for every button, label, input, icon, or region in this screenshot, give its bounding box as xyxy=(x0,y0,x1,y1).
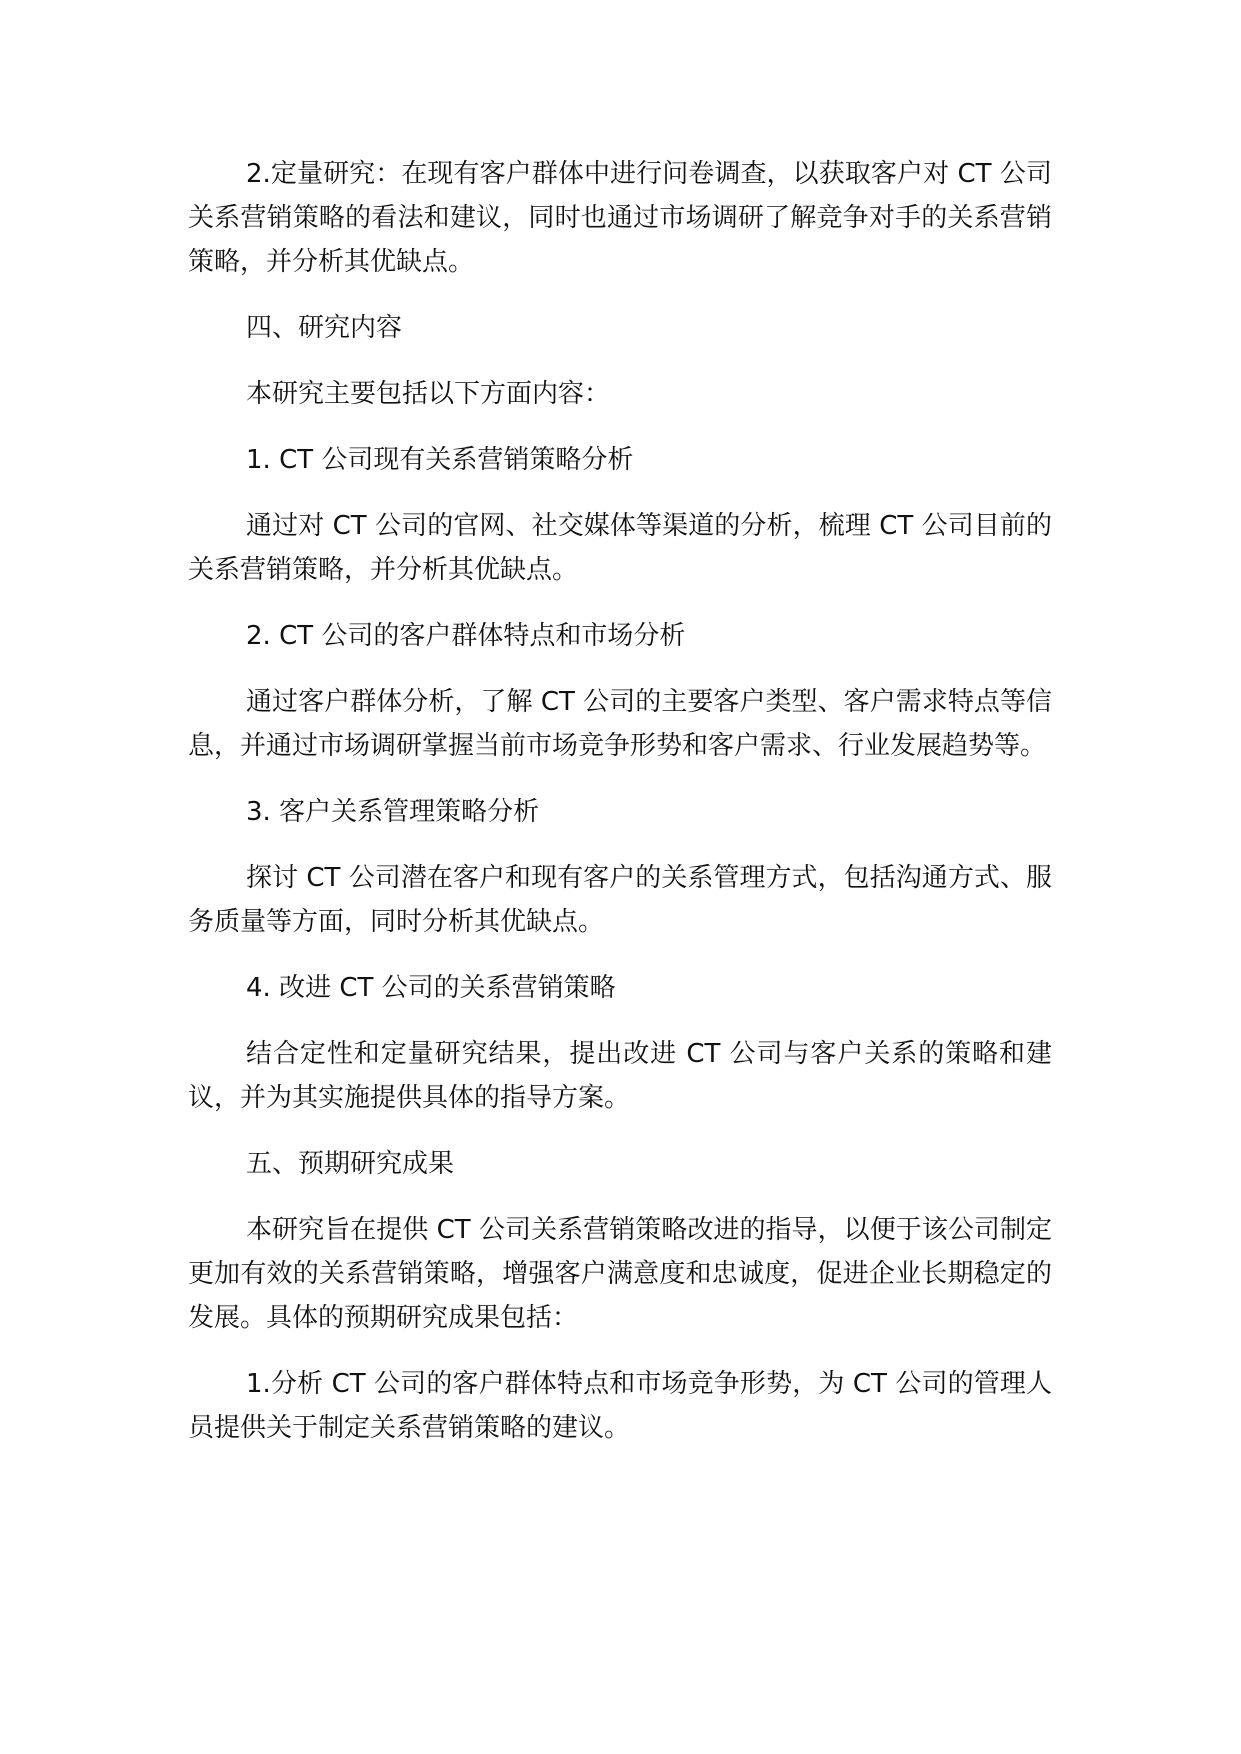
subheading-item-1: 1. CT 公司现有关系营销策略分析 xyxy=(246,445,634,475)
paragraph-expected-results: 本研究旨在提供 CT 公司关系营销策略改进的指导，以便于该公司制定更加有效的关系营销策略，增强客户满意度和忠诚度，促进企业长期稳定的发展。具体的预期研究成果包括： xyxy=(188,1215,1052,1333)
paragraph-quantitative-research: 2.定量研究：在现有客户群体中进行问卷调查，以获取客户对 CT 公司关系营销策略的看法和建议，同时也通过市场调研了解竞争对手的关系营销策略，并分析其优缺点。 xyxy=(188,159,1052,277)
section-heading-expected-results: 五、预期研究成果 xyxy=(246,1149,455,1179)
subheading-item-2: 2. CT 公司的客户群体特点和市场分析 xyxy=(246,621,686,651)
paragraph-result-1: 1.分析 CT 公司的客户群体特点和市场竞争形势，为 CT 公司的管理人员提供关于制定关系营销策略的建议。 xyxy=(188,1369,1052,1443)
subheading-item-3: 3. 客户关系管理策略分析 xyxy=(246,797,540,827)
subheading-item-4: 4. 改进 CT 公司的关系营销策略 xyxy=(246,973,616,1003)
paragraph-intro: 本研究主要包括以下方面内容： xyxy=(246,379,611,409)
paragraph-item-3: 探讨 CT 公司潜在客户和现有客户的关系管理方式，包括沟通方式、服务质量等方面，同时分析其优缺点。 xyxy=(188,863,1052,937)
section-heading-research-content: 四、研究内容 xyxy=(246,313,403,343)
paragraph-item-1: 通过对 CT 公司的官网、社交媒体等渠道的分析，梳理 CT 公司目前的关系营销策略，并分析其优缺点。 xyxy=(188,511,1052,585)
paragraph-item-2: 通过客户群体分析，了解 CT 公司的主要客户类型、客户需求特点等信息，并通过市场调研掌握当前市场竞争形势和客户需求、行业发展趋势等。 xyxy=(188,687,1052,761)
paragraph-item-4: 结合定性和定量研究结果，提出改进 CT 公司与客户关系的策略和建议，并为其实施提供具体的指导方案。 xyxy=(188,1039,1052,1113)
document-body xyxy=(188,152,1052,1472)
